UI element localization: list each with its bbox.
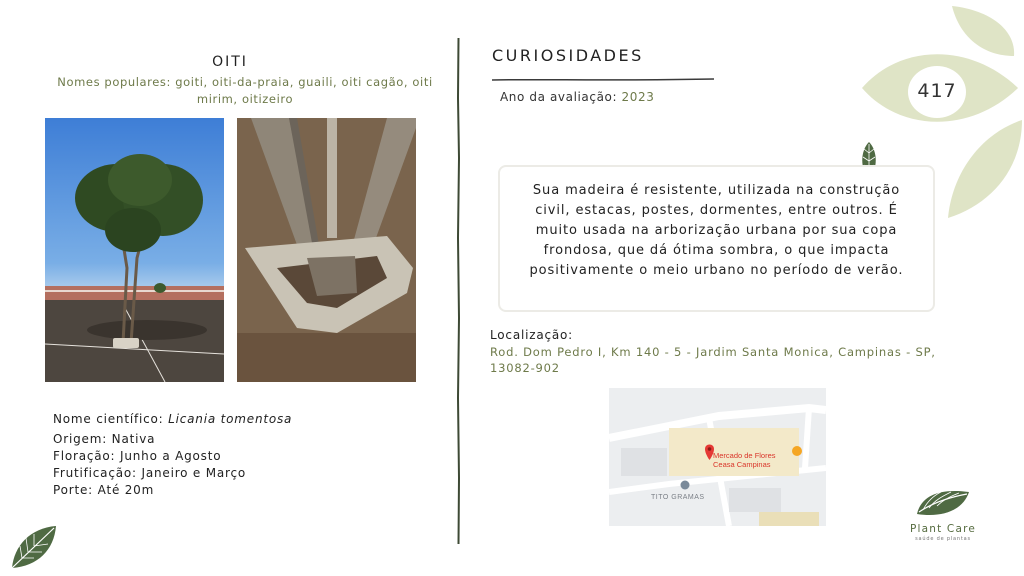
trunk-photo xyxy=(237,118,416,382)
scientific-name-value: Licania tomentosa xyxy=(168,412,293,426)
size-row xyxy=(53,482,292,499)
record-number: 417 xyxy=(908,66,966,118)
location-map[interactable] xyxy=(609,388,826,526)
flowering-label: Floração: xyxy=(53,449,116,463)
map-other-label: TITO GRAMAS xyxy=(651,494,705,501)
map-place-label xyxy=(713,451,776,469)
scientific-name-row xyxy=(53,411,292,428)
fruiting-label: Frutificação: xyxy=(53,466,137,480)
fruiting-row xyxy=(53,465,292,482)
flowering-row xyxy=(53,448,292,465)
title-underline xyxy=(492,68,714,87)
scientific-name-label: Nome científico: xyxy=(53,412,164,426)
column-divider xyxy=(456,38,461,544)
logo-leaf-icon xyxy=(915,486,971,518)
evaluation-year-value: 2023 xyxy=(621,90,655,104)
species-name: OITI xyxy=(212,54,248,70)
leaf-icon xyxy=(10,524,60,574)
map-place-line1: Mercado de Flores xyxy=(713,451,776,460)
popular-names-label: Nomes populares: xyxy=(57,75,171,89)
origin-value: Nativa xyxy=(111,432,156,446)
map-place-line2: Ceasa Campinas xyxy=(713,460,771,469)
evaluation-year-label: Ano da avaliação: xyxy=(500,90,618,104)
size-value: Até 20m xyxy=(97,483,155,497)
logo-tagline: saúde de plantas xyxy=(915,536,971,542)
species-facts xyxy=(53,411,292,499)
evaluation-year xyxy=(500,90,655,104)
tree-photo xyxy=(45,118,224,382)
curiosity-text: Sua madeira é resistente, utilizada na construção civil, estacas, postes, dormentes, entre outros. É muito usada na arborização urbana por sua copa frondosa, que dá ótima sombra, o que impacta positivamente o meio urbano no período de verão. xyxy=(498,165,935,312)
logo-name: Plant Care xyxy=(909,523,977,535)
fruiting-value: Janeiro e Março xyxy=(141,466,247,480)
origin-label: Origem: xyxy=(53,432,108,446)
origin-row xyxy=(53,431,292,448)
curiosities-title: CURIOSIDADES xyxy=(492,46,644,65)
plant-care-logo xyxy=(898,486,988,542)
size-label: Porte: xyxy=(53,483,94,497)
location-address: Rod. Dom Pedro I, Km 140 - 5 - Jardim Santa Monica, Campinas - SP, 13082-902 xyxy=(490,345,936,375)
popular-names xyxy=(45,74,445,108)
location-label: Localização: xyxy=(490,328,574,342)
popular-names-value: goiti, oiti-da-praia, guaili, oiti cagão, oiti mirim, oitizeiro xyxy=(175,75,433,106)
flowering-value: Junho a Agosto xyxy=(120,449,222,463)
